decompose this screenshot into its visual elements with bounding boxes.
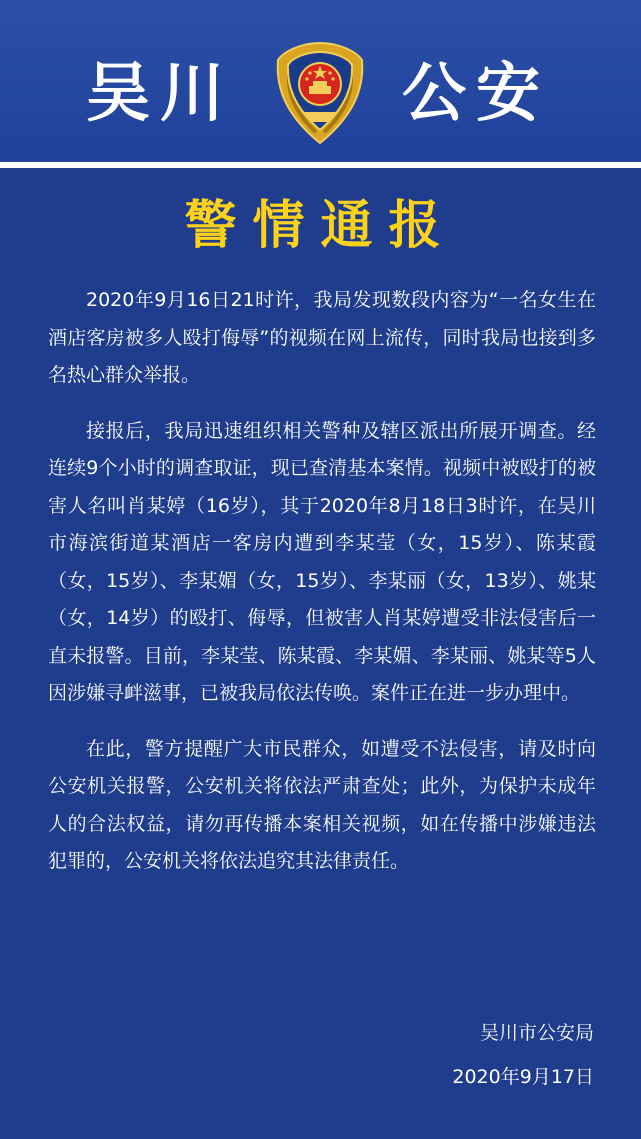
header-divider: [0, 162, 641, 168]
notice-paragraph: 接报后，我局迅速组织相关警种及辖区派出所展开调查。经连续9个小时的调查取证，现已查清基本案情。视频中被殴打的被害人名叫肖某婷（16岁），其于2020年8月18日3时许，在吴川市海滨街道某酒店一客房内遭到李某莹（女，15岁）、陈某霞（女，15岁）、李某媚（女，15岁）、李某丽（女，13岁）、姚某（女，14岁）的殴打、侮辱，但被害人肖某婷遭受非法侵害后一直未报警。目前，李某莹、陈某霞、李某媚、李某丽、姚某等5人因涉嫌寻衅滋事，已被我局依法传唤。案件正在进一步办理中。: [48, 419, 596, 704]
signature-date: 2020年9月17日: [452, 1066, 594, 1088]
notice-body: [48, 282, 596, 899]
signature-org: 吴川市公安局: [479, 1022, 594, 1044]
notice-title: 警情通报: [184, 196, 457, 256]
notice-paragraph: 在此，警方提醒广大市民群众，如遭受不法侵害，请及时向公安机关报警，公安机关将依法严肃查处；此外，为保护未成年人的合法权益，请勿再传播本案相关视频，如在传播中涉嫌违法犯罪的，公安机关将依法追究其法律责任。: [48, 737, 596, 872]
police-emblem-icon: [272, 40, 368, 146]
header-left-text: 吴川: [86, 57, 234, 131]
header-right-text: 公安: [402, 57, 550, 131]
notice-paragraph: 2020年9月16日21时许，我局发现数段内容为“一名女生在酒店客房被多人殴打侮辱”的视频在网上流传，同时我局也接到多名热心群众举报。: [48, 289, 596, 386]
header-banner: [0, 0, 641, 162]
